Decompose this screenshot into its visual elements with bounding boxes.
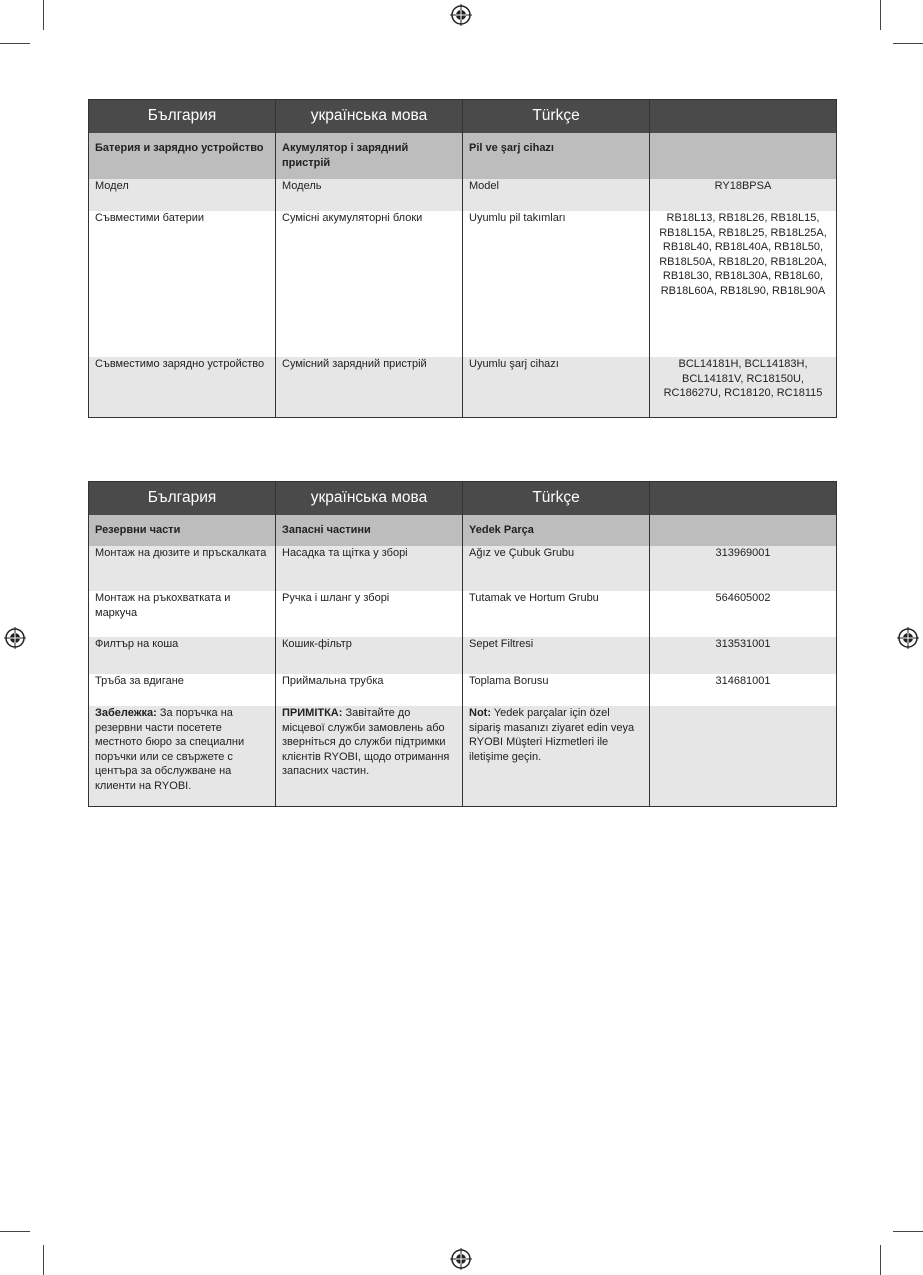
spare-parts-table [88,481,837,807]
cell-tr: Uyumlu şarj cihazı [463,357,650,417]
note-label: ПРИМІТКА: [282,707,343,719]
note-label: Not: [469,707,491,719]
table-row [89,637,837,674]
section-title [650,515,837,546]
cell-uk: Сумісний зарядний пристрій [276,357,463,417]
cell-bg: Модел [89,179,276,211]
table-row [89,674,837,706]
cell-value: BCL14181H, BCL14183H, BCL14181V, RC18150U, RC18627U, RC18120, RC18115 [650,357,837,417]
note-bg [89,706,276,806]
section-header-row [89,133,837,179]
section-header-row [89,515,837,546]
crop-mark [43,1245,44,1275]
lang-header [650,482,837,516]
table-row [89,211,837,357]
cell-part-number: 564605002 [650,591,837,637]
crop-mark [0,1231,30,1232]
note-text: За поръчка на резервни части посетете местното бюро за специални поръчки или се свържете с центъра за обслужване на клиенти на RYOBI. [95,707,245,792]
cell-value: RB18L13, RB18L26, RB18L15, RB18L15A, RB18L25, RB18L25A, RB18L40, RB18L40A, RB18L50, RB18L50A, RB18L20, RB18L20A, RB18L30, RB18L30A, RB18L60, RB18L60A, RB18L90, RB18L90A [650,211,837,357]
registration-mark-icon [897,627,919,649]
cell-uk: Кошик-фільтр [276,637,463,674]
crop-mark [43,0,44,30]
table-row [89,357,837,417]
table-row [89,546,837,591]
section-title: Pil ve şarj cihazı [463,133,650,179]
cell-part-number: 314681001 [650,674,837,706]
note-uk [276,706,463,806]
cell-tr: Uyumlu pil takımları [463,211,650,357]
registration-mark-icon [4,627,26,649]
cell-part-number: 313531001 [650,637,837,674]
note-tr [463,706,650,806]
section-title: Батерия и зарядно устройство [89,133,276,179]
cell-uk: Сумісні акумуляторні блоки [276,211,463,357]
cell-tr: Tutamak ve Hortum Grubu [463,591,650,637]
lang-header: українська мова [276,482,463,516]
cell-tr: Toplama Borusu [463,674,650,706]
section-title: Резервни части [89,515,276,546]
cell-tr: Model [463,179,650,211]
lang-header: Türkçe [463,100,650,134]
lang-header [650,100,837,134]
section-title: Yedek Parça [463,515,650,546]
cell-uk: Ручка і шланг у зборі [276,591,463,637]
cell-uk: Приймальна трубка [276,674,463,706]
cell-value: RY18BPSA [650,179,837,211]
lang-header: Türkçe [463,482,650,516]
note-row [89,706,837,806]
cell-tr: Ağız ve Çubuk Grubu [463,546,650,591]
cell-tr: Sepet Filtresi [463,637,650,674]
table-row [89,179,837,211]
cell-bg: Тръба за вдигане [89,674,276,706]
cell-bg: Съвместимо зарядно устройство [89,357,276,417]
battery-charger-table [88,99,837,418]
note-value [650,706,837,806]
section-title: Запасні частини [276,515,463,546]
note-label: Забележка: [95,707,157,719]
crop-mark [880,0,881,30]
cell-bg: Монтаж на ръкохватката и маркуча [89,591,276,637]
crop-mark [0,43,30,44]
language-header-row [89,100,837,134]
registration-mark-icon [450,1248,472,1270]
crop-mark [893,1231,923,1232]
lang-header: България [89,482,276,516]
crop-mark [880,1245,881,1275]
table-row [89,591,837,637]
note-text: Завітайте до місцевої служби замовлень або зверніться до служби підтримки клієнтів RYOBI, щодо отримання запасних частин. [282,707,450,777]
language-header-row [89,482,837,516]
section-title: Акумулятор і зарядний пристрій [276,133,463,179]
cell-bg: Монтаж на дюзите и пръскалката [89,546,276,591]
cell-part-number: 313969001 [650,546,837,591]
cell-uk: Модель [276,179,463,211]
crop-mark [893,43,923,44]
lang-header: українська мова [276,100,463,134]
cell-uk: Насадка та щітка у зборі [276,546,463,591]
registration-mark-icon [450,4,472,26]
section-title [650,133,837,179]
cell-bg: Филтър на коша [89,637,276,674]
cell-bg: Съвместими батерии [89,211,276,357]
note-text: Yedek parçalar için özel sipariş masanızı ziyaret edin veya RYOBI Müşteri Hizmetleri ile iletişime geçin. [469,707,635,763]
lang-header: България [89,100,276,134]
